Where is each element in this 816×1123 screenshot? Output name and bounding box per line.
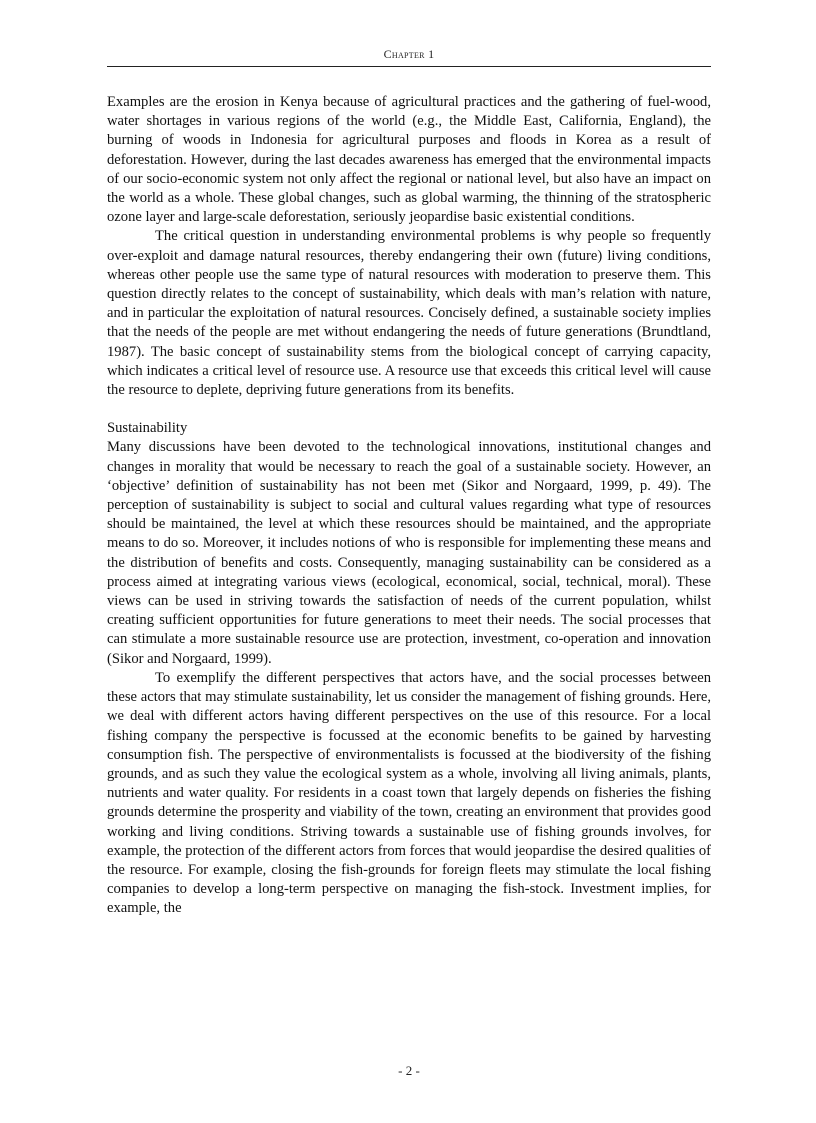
header-rule: [107, 66, 711, 67]
body-text: [107, 93, 711, 919]
page-number: - 2 -: [398, 1063, 420, 1078]
running-header: Chapter 1: [383, 47, 435, 61]
paragraph: To exemplify the different perspectives that actors have, and the social processes between these actors that may stimulate sustainability, let us consider the management of fishing grounds. Here, we deal with different actors having different perspectives on the use of this resource. For a local fishing company the perspective is focussed at the economic benefits to be gained by harvesting consumption fish. The perspective of environmentalists is focussed at the biodiversity of the fishing grounds, and as such they value the ecological system as a whole, involving all living animals, plants, nutrients and water quality. For residents in a coast town that largely depends on fisheries the fishing grounds determine the prosperity and viability of the town, creating an environment that provides good working and living conditions. Striving towards a sustainable use of fishing grounds involves, for example, the protection of the different actors from forces that would jeopardise the desired qualities of the resource. For example, closing the fish-grounds for foreign fleets may stimulate the local fishing companies to develop a long-term perspective on managing the fish-stock. Investment implies, for example, the: [107, 669, 711, 917]
paragraph: The critical question in understanding environmental problems is why people so frequently over-exploit and damage natural resources, thereby endangering their own (future) living conditions, whereas other people use the same type of natural resources with moderation to preserve them. This question directly relates to the concept of sustainability, which deals with man’s relation with nature, and in particular the exploitation of natural resources. Concisely defined, a sustainable society implies that the needs of the people are met without endangering the needs of future generations (Brundtland, 1987). The basic concept of sustainability stems from the biological concept of carrying capacity, which indicates a critical level of resource use. A resource use that exceeds this critical level will cause the resource to deplete, depriving future generations from its benefits.: [107, 228, 711, 399]
paragraph: Many discussions have been devoted to the technological innovations, institutional changes and changes in morality that would be necessary to reach the goal of a sustainable society. However, an ‘objective’ definition of sustainability has not been met (Sikor and Norgaard, 1999, p. 49). The perception of sustainability is subject to social and cultural values regarding what type of resources should be maintained, the level at which these resources should be maintained, and the appropriate means to do so. Moreover, it includes notions of who is responsible for implementing these means and the distribution of benefits and costs. Consequently, managing sustainability can be considered as a process aimed at integrating various views (ecological, economical, social, technical, moral). These views can be used in striving towards the satisfaction of needs of the current population, whilst creating sufficient opportunities for future generations to meet their needs. The social processes that can stimulate a more sustainable resource use are protection, investment, co-operation and innovation (Sikor and Norgaard, 1999).: [107, 439, 711, 667]
paragraph: Examples are the erosion in Kenya because of agricultural practices and the gathering of fuel-wood, water shortages in various regions of the world (e.g., the Middle East, California, England), the burning of woods in Indonesia for agricultural purposes and floods in Korea as a result of deforestation. However, during the last decades awareness has emerged that the environmental impacts of our socio-economic system not only affect the regional or national level, but also have an impact on the world as a whole. These global changes, such as global warming, the thinning of the stratospheric ozone layer and large-scale deforestation, seriously jeopardise basic existential conditions.: [107, 94, 711, 226]
section-heading: Sustainability: [107, 420, 188, 437]
